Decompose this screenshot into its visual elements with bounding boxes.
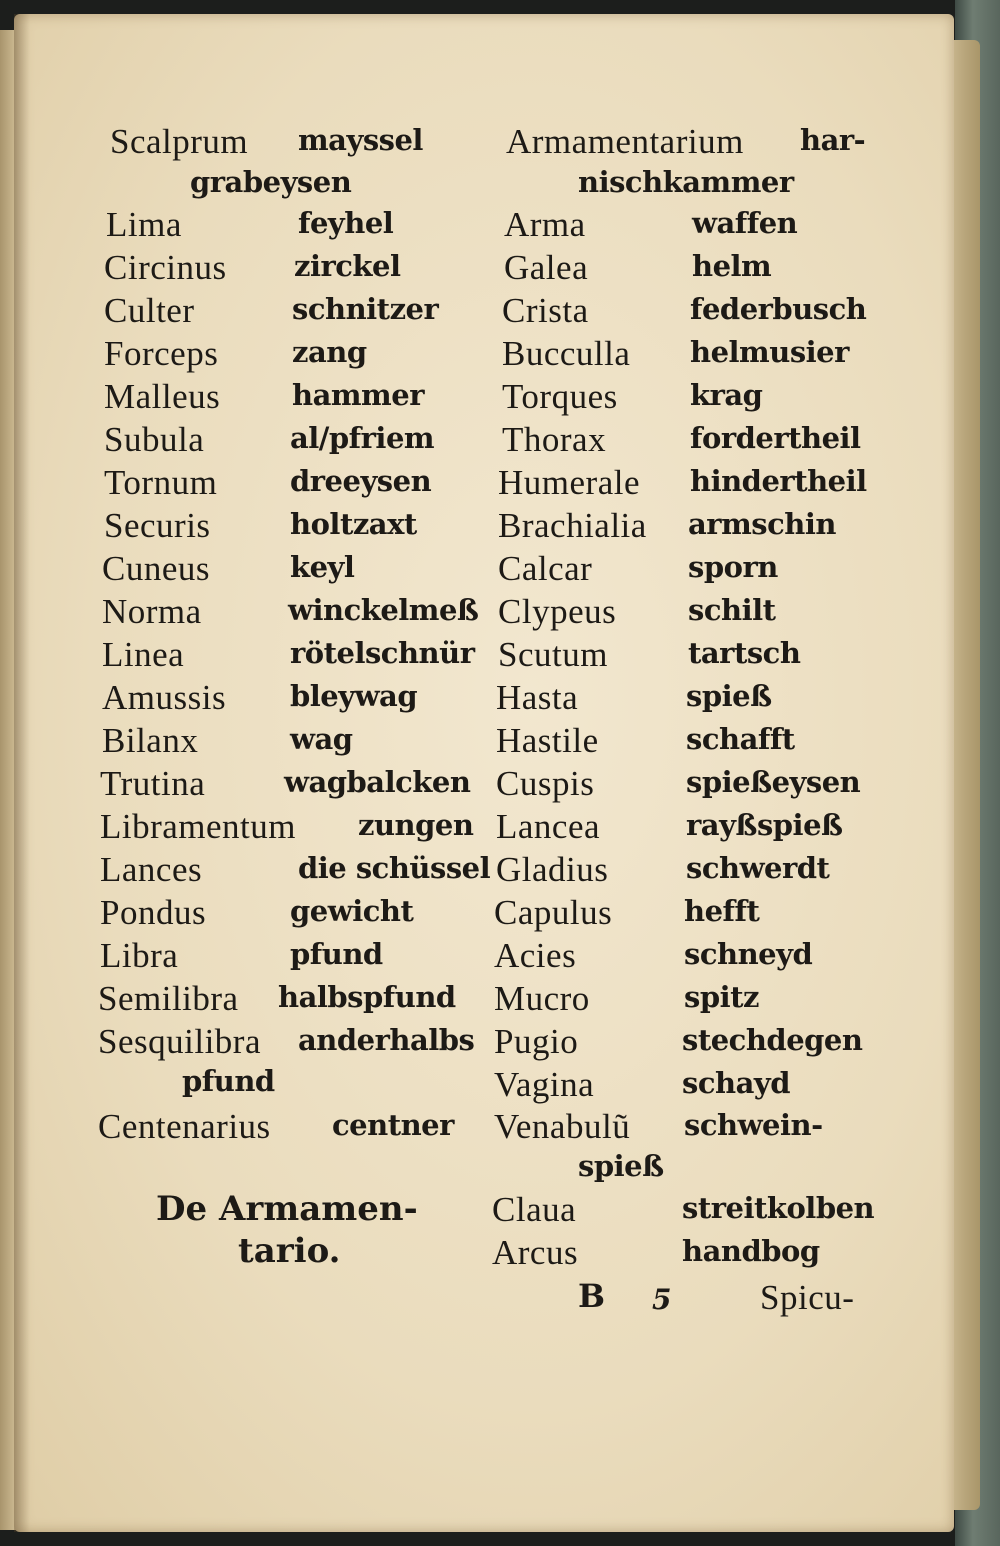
right-german-17: hefft: [684, 894, 760, 928]
left-latin-8: Subula: [104, 420, 205, 459]
signature-letter: B: [578, 1277, 606, 1315]
right-german-4: helmusier: [690, 335, 849, 369]
right-german-6: fordertheil: [690, 421, 861, 455]
right-latin-20: Pugio: [494, 1022, 579, 1061]
left-latin-14: Amussis: [102, 678, 227, 717]
left-german-22: anderhalbs: [298, 1023, 475, 1057]
right-german-1: waffen: [692, 206, 798, 240]
right-latin-14: Cuspis: [496, 764, 595, 803]
left-latin-15: Bilanx: [102, 721, 199, 760]
right-german-22: schwein-: [684, 1108, 823, 1142]
left-german-3: feyhel: [298, 206, 394, 240]
left-latin-19: Pondus: [100, 893, 207, 932]
left-german-10: holtzaxt: [290, 507, 417, 541]
catchword: Spicu-: [760, 1278, 855, 1317]
right-german-11: tartsch: [688, 636, 801, 670]
section-heading-line2: tario.: [238, 1231, 341, 1271]
right-latin-7: Humerale: [498, 463, 640, 502]
left-latin-17: Libramentum: [100, 807, 297, 846]
left-german-13: rötelschnür: [290, 636, 475, 670]
left-latin-5: Culter: [104, 291, 195, 330]
right-latin-25: Arcus: [492, 1233, 579, 1272]
right-latin-4: Bucculla: [502, 334, 631, 373]
right-title-latin: Armamentarium: [506, 122, 744, 161]
page-gutter-shadow: [14, 14, 30, 1532]
right-german-2: helm: [692, 249, 772, 283]
left-latin-3: Lima: [106, 205, 182, 244]
left-german-11: keyl: [290, 550, 355, 584]
right-latin-13: Hastile: [496, 721, 599, 760]
left-latin-7: Malleus: [104, 377, 221, 416]
right-latin-5: Torques: [502, 377, 618, 416]
left-german-18: die schüssel: [298, 851, 491, 885]
left-german-9: dreeysen: [290, 464, 432, 498]
right-title-german-2: nischkammer: [578, 165, 794, 199]
left-german-15: wag: [290, 722, 353, 756]
left-german-2: grabeysen: [190, 165, 352, 199]
right-latin-15: Lancea: [496, 807, 601, 846]
right-latin-21: Vagina: [494, 1065, 595, 1104]
left-latin-6: Forceps: [104, 334, 219, 373]
right-latin-24: Claua: [492, 1190, 577, 1229]
left-german-8: al/pfriem: [290, 421, 435, 455]
right-latin-17: Capulus: [494, 893, 613, 932]
right-latin-2: Galea: [504, 248, 589, 287]
left-german-4: zirckel: [294, 249, 401, 283]
left-german-20: pfund: [290, 937, 383, 971]
right-german-15: rayßspieß: [686, 808, 843, 842]
right-latin-19: Mucro: [494, 979, 590, 1018]
right-german-24: streitkolben: [682, 1191, 875, 1225]
left-latin-9: Tornum: [104, 463, 218, 502]
left-latin-11: Cuneus: [102, 549, 210, 588]
right-latin-22: Venabulũ: [494, 1107, 631, 1146]
right-latin-8: Brachialia: [498, 506, 647, 545]
right-latin-6: Thorax: [502, 420, 607, 459]
right-german-10: schilt: [688, 593, 776, 627]
section-heading-line1: De Armamen-: [156, 1189, 418, 1229]
right-latin-1: Arma: [504, 205, 586, 244]
left-german-21: halbspfund: [278, 980, 456, 1014]
right-latin-11: Scutum: [498, 635, 608, 674]
right-latin-16: Gladius: [496, 850, 609, 889]
left-german-12: winckelmeß: [288, 593, 479, 627]
left-german-1: mayssel: [298, 123, 423, 157]
left-latin-1: Scalprum: [110, 122, 249, 161]
right-german-25: handbog: [682, 1234, 820, 1268]
right-german-19: spitz: [684, 980, 759, 1014]
right-latin-3: Crista: [502, 291, 589, 330]
left-latin-16: Trutina: [100, 764, 206, 803]
right-german-21: schayd: [682, 1066, 790, 1100]
left-latin-10: Securis: [104, 506, 211, 545]
right-german-3: federbusch: [690, 292, 867, 326]
left-german-7: hammer: [292, 378, 424, 412]
right-title-german-1: har-: [800, 123, 866, 157]
left-german-5: schnitzer: [292, 292, 439, 326]
left-latin-4: Circinus: [104, 248, 227, 287]
right-german-16: schwerdt: [686, 851, 830, 885]
right-german-18: schneyd: [684, 937, 813, 971]
left-german-17: zungen: [358, 808, 474, 842]
left-latin-13: Linea: [102, 635, 185, 674]
left-latin-21: Semilibra: [98, 979, 239, 1018]
left-latin-22: Sesquilibra: [98, 1022, 261, 1061]
left-latin-24: Centenarius: [98, 1107, 271, 1146]
right-latin-18: Acies: [494, 936, 577, 975]
right-latin-10: Clypeus: [498, 592, 617, 631]
right-german-23: spieß: [578, 1149, 664, 1183]
right-german-8: armschin: [688, 507, 836, 541]
right-latin-12: Hasta: [496, 678, 579, 717]
right-german-20: stechdegen: [682, 1023, 863, 1057]
right-german-14: spießeysen: [686, 765, 861, 799]
left-german-14: bleywag: [290, 679, 418, 713]
left-latin-18: Lances: [100, 850, 203, 889]
right-german-12: spieß: [686, 679, 772, 713]
left-german-16: wagbalcken: [284, 765, 471, 799]
right-german-5: krag: [690, 378, 763, 412]
left-latin-20: Libra: [100, 936, 179, 975]
left-german-24: centner: [332, 1108, 454, 1142]
signature-number: 5: [652, 1283, 672, 1316]
right-german-9: sporn: [688, 550, 778, 584]
right-latin-9: Calcar: [498, 549, 593, 588]
left-latin-12: Norma: [102, 592, 202, 631]
right-german-7: hindertheil: [690, 464, 867, 498]
left-german-23: pfund: [182, 1064, 275, 1098]
left-german-6: zang: [292, 335, 367, 369]
right-german-13: schafft: [686, 722, 795, 756]
left-german-19: gewicht: [290, 894, 414, 928]
